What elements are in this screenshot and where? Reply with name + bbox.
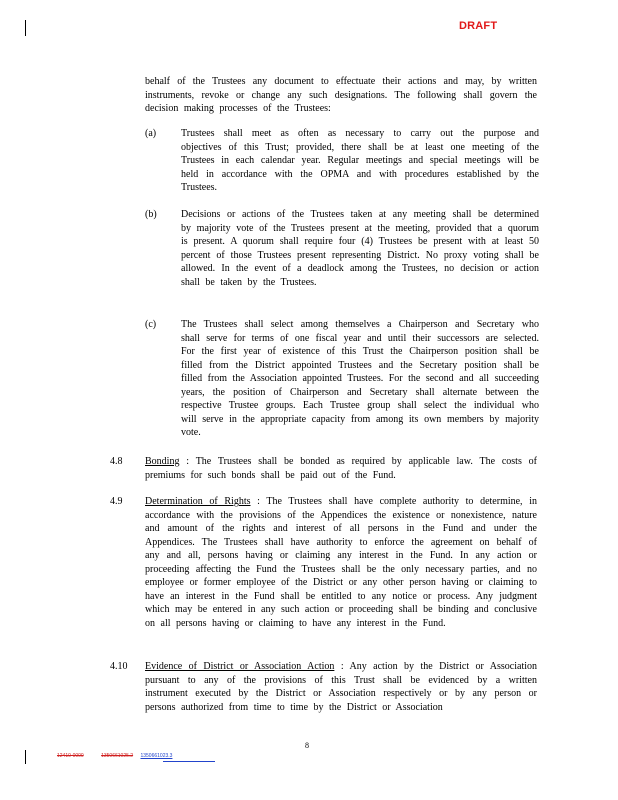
section-number: 4.8 [110,456,123,467]
footer-underline [163,761,215,762]
item-text: The Trustees shall select among themselves a Chairperson and Secretary who shall serve for terms of one fiscal year and until their successors are selected. For the first year of existence of this Trust the Chairperson position shall be filled from the District appointed Trustees and the Secretary position shall be filled from the Association appointed Trustees. For the second and all succeeding years, the position of Chairperson and Secretary shall alternate between the respective Trustee groups. Each Trustee group shall select the individual who will serve in the appropriate capacity from among its own members by majority vote. [181,319,539,438]
footer-deleted-id-2: 1350661025.2 [101,753,134,759]
section-paragraph [145,455,537,482]
item-text: Decisions or actions of the Trustees taken at any meeting shall be determined by majority vote of the Trustees present at the meeting, provided that a quorum is present. A quorum shall require four (4) Trustees be present with at least 50 percent of those Trustees present representing District. No proxy voting shall be allowed. In the event of a deadlock among the Trustees, no decision or action shall be taken by the Trustees. [181,209,539,288]
section-body: Any action by the District or Association pursuant to any of the provisions of this Trust shall be evidenced by a written instrument executed by the District or Association respectively or by any person or persons authorized from time to time by the District or Association [145,661,537,713]
item-label: (b) [145,209,157,220]
section-number: 4.10 [110,661,128,672]
section-number: 4.9 [110,496,123,507]
section-body: The Trustees shall have complete authority to determine, in accordance with the provisions of the Appendices the existence or nonexistence, nature and amount of the rights and interest of all persons in the Fund and under the Appendices. The Trustees shall have authority to enforce the agreement on behalf of any and all, persons having or claiming any interest in the Fund. In any action or proceeding affecting the Fund the Trustees shall be the only necessary parties, and no employee or former employee of the District or any other person having or claiming to have an interest in the Fund shall be entitled to any notice or process. Any judgment which may be entered in any such action or proceeding shall be binding and conclusive on all persons having or claiming to have any interest in the Fund. [145,496,537,629]
document-footer-id [57,753,172,759]
section-separator: : [250,496,267,507]
section-paragraph [145,495,537,630]
item-label: (a) [145,128,157,139]
item-text: Trustees shall meet as often as necessary to carry out the purpose and objectives of this Trust; provided, there shall be at least one meeting of the Trustees in each calendar year. Regular meetings and special meetings will be held in accordance with the OPMA and with procedures established by the Trustees. [181,128,539,193]
footer-inserted-id: 1350661023.3 [140,753,173,759]
section-heading: Bonding [145,456,180,467]
section-paragraph [145,660,537,714]
section-separator: : [334,661,350,672]
section-heading: Determination of Rights [145,496,251,507]
section-body: The Trustees shall be bonded as required by applicable law. The costs of premiums for such bonds shall be paid out of the Fund. [145,456,537,481]
draft-stamp: DRAFT [459,20,498,32]
change-bar-bottom [25,750,26,764]
page-number: 8 [305,741,309,750]
section-heading: Evidence of District or Association Action [145,661,335,672]
section-separator: : [179,456,196,467]
footer-deleted-id-1: 12410-0000 [57,753,84,759]
item-label: (c) [145,319,157,330]
intro-paragraph: behalf of the Trustees any document to effectuate their actions and may, by written instruments, revoke or change any such designations. The following shall govern the decision making processes of the Trustees: [145,76,537,114]
change-bar-top [25,20,26,36]
